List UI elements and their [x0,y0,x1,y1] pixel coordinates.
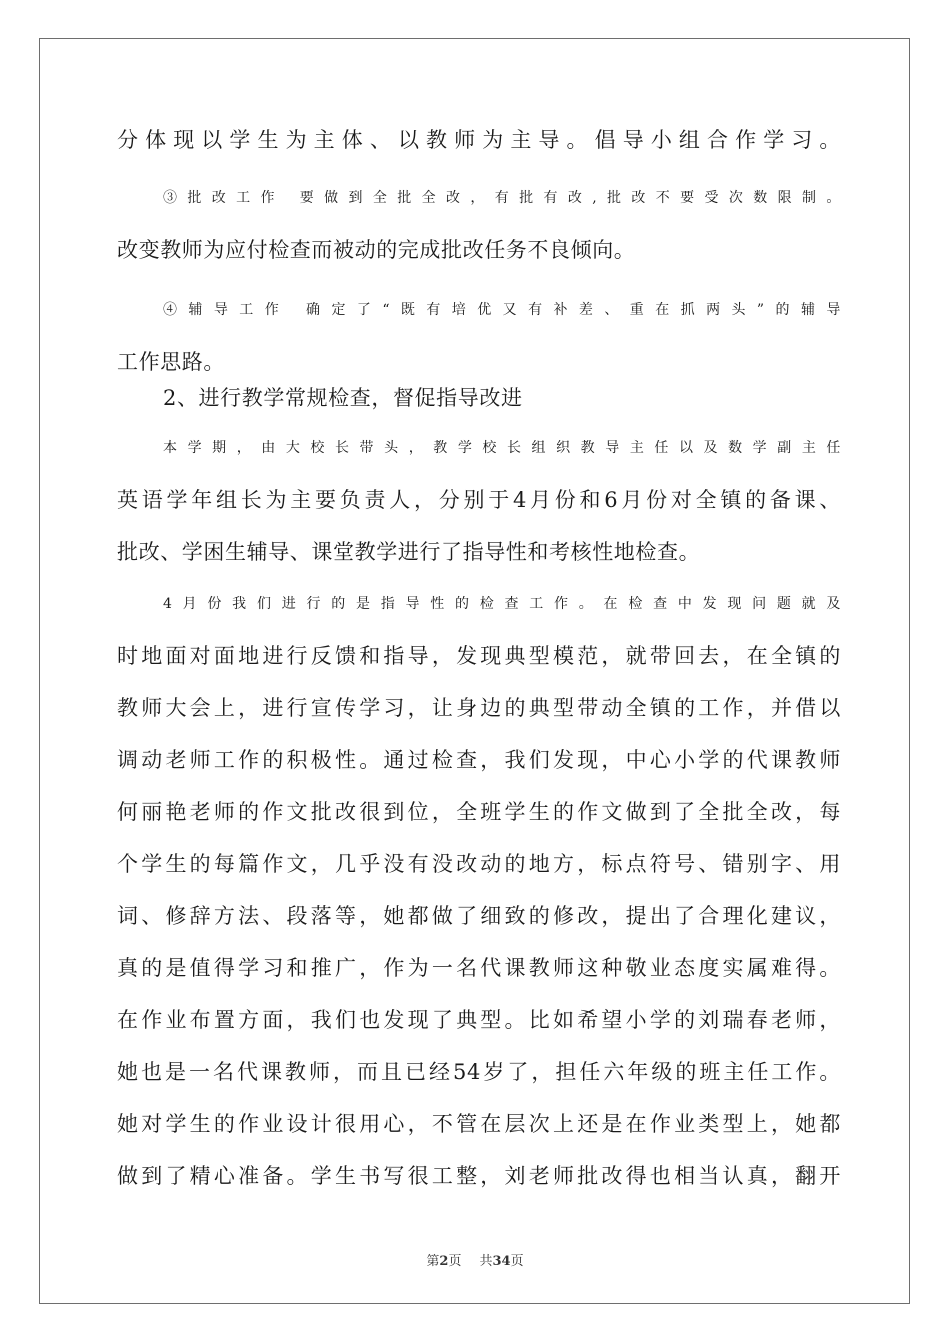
text-line-6: 2、进行教学常规检查，督促指导改进 [163,386,523,410]
text-line-8: 英语学年组长为主要负责人，分别于4月份和6月份对全镇的备课、 [117,488,841,512]
text-line-17: 真的是值得学习和推广，作为一名代课教师这种敬业态度实属难得。 [117,956,841,980]
text-line-21: 做到了精心准备。学生书写很工整，刘老师批改得也相当认真，翻开 [117,1164,841,1188]
text-line-2: ③批改工作 要做到全批全改，有批有改,批改不要受次数限制。 [163,190,841,206]
text-line-3: 改变教师为应付检查而被动的完成批改任务不良倾向。 [117,238,636,262]
text-line-11: 时地面对面地进行反馈和指导，发现典型模范，就带回去，在全镇的 [117,644,841,668]
text-line-15: 个学生的每篇作文，几乎没有没改动的地方，标点符号、错别字、用 [117,852,841,876]
text-line-12: 教师大会上，进行宣传学习，让身边的典型带动全镇的工作，并借以 [117,696,841,720]
text-line-7: 本学期，由大校长带头，教学校长组织教导主任以及数学副主任 [163,440,841,456]
text-line-18: 在作业布置方面，我们也发现了典型。比如希望小学的刘瑞春老师， [117,1008,841,1032]
text-line-1: 分体现以学生为主体、以教师为主导。倡导小组合作学习。 [117,128,841,152]
text-line-9: 批改、学困生辅导、课堂教学进行了指导性和考核性地检查。 [117,540,701,564]
text-line-20: 她对学生的作业设计很用心，不管在层次上还是在作业类型上，她都 [117,1112,841,1136]
text-line-4: ④辅导工作 确定了“既有培优又有补差、重在抓两头”的辅导 [163,302,841,318]
page-suffix: 页 [448,1254,462,1269]
page-prefix: 第 [426,1254,440,1269]
page-footer [0,1250,950,1269]
page-number: 2 [439,1254,449,1269]
text-line-5: 工作思路。 [117,350,225,374]
text-line-14: 何丽艳老师的作文批改很到位，全班学生的作文做到了全批全改，每 [117,800,841,824]
text-line-16: 词、修辞方法、段落等，她都做了细致的修改，提出了合理化建议， [117,904,841,928]
text-line-19: 她也是一名代课教师，而且已经54岁了，担任六年级的班主任工作。 [117,1060,841,1084]
total-suffix: 页 [510,1254,524,1269]
text-line-13: 调动老师工作的积极性。通过检查，我们发现，中心小学的代课教师 [117,748,841,772]
total-prefix: 共 [479,1254,493,1269]
total-pages: 34 [492,1254,511,1269]
text-line-10: 4月份我们进行的是指导性的检查工作。在检查中发现问题就及 [163,596,841,612]
